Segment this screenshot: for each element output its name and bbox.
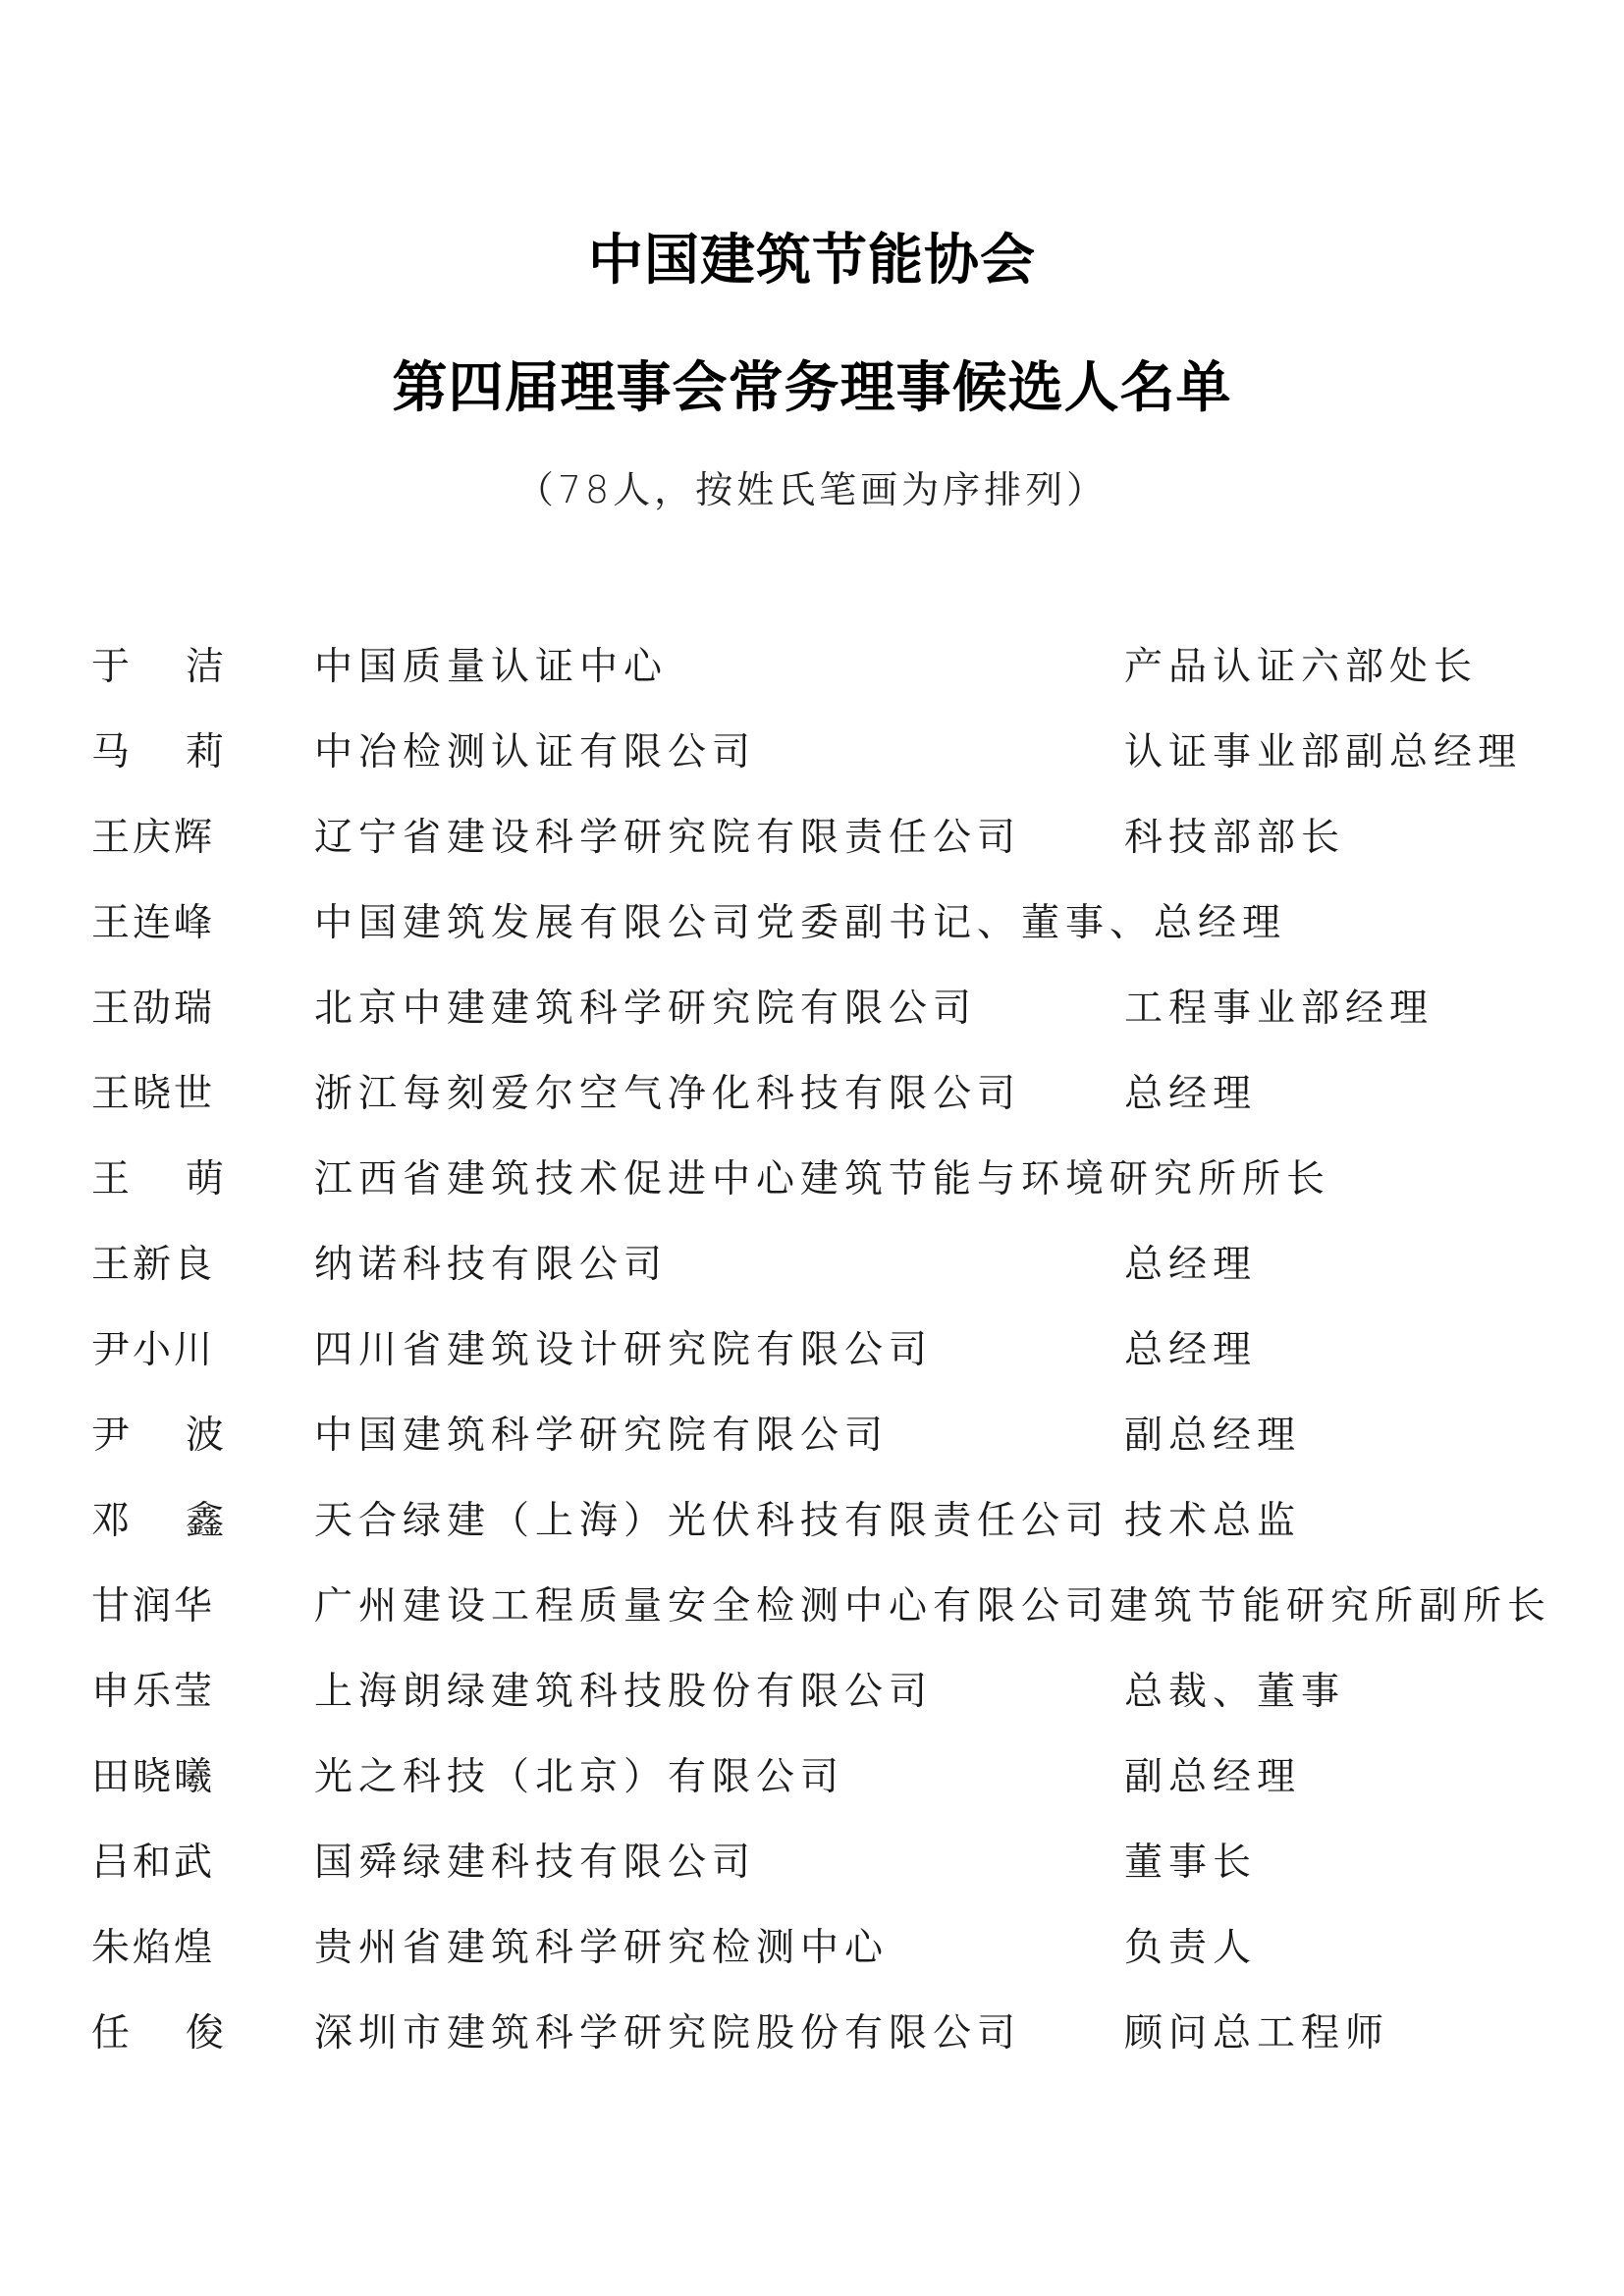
candidate-row [0, 809, 1624, 894]
candidate-organization: 辽宁省建设科学研究院有限责任公司 [314, 816, 1022, 860]
candidate-row [0, 1065, 1624, 1150]
candidate-position: 顾问总工程师 [1124, 2011, 1390, 2056]
candidate-organization: 四川省建筑设计研究院有限公司 [314, 1328, 934, 1372]
candidate-name: 王新良 [91, 1243, 216, 1287]
candidate-name: 任 俊 [91, 2011, 224, 2056]
candidate-row [0, 1236, 1624, 1321]
candidate-organization: 光之科技（北京）有限公司 [314, 1755, 845, 1799]
candidate-name: 甘润华 [91, 1584, 216, 1629]
candidate-organization: 浙江每刻爱尔空气净化科技有限公司 [314, 1072, 1022, 1116]
candidate-name: 尹 波 [91, 1414, 224, 1458]
candidate-row [0, 1834, 1624, 1919]
candidate-row [0, 894, 1624, 980]
candidate-name: 王庆辉 [91, 816, 216, 860]
candidate-organization: 深圳市建筑科学研究院股份有限公司 [314, 2011, 1022, 2056]
document-title-organization: 中国建筑节能协会 [588, 228, 1036, 293]
candidate-organization: 中国质量认证中心 [314, 645, 669, 689]
candidate-position: 科技部部长 [1124, 816, 1346, 860]
candidate-row [0, 1492, 1624, 1577]
candidate-position: 工程事业部经理 [1124, 987, 1435, 1031]
candidate-position: 副总经理 [1124, 1414, 1302, 1458]
candidate-position: 负责人 [1124, 1926, 1258, 1970]
candidate-name: 吕和武 [91, 1841, 216, 1885]
candidate-organization: 纳诺科技有限公司 [314, 1243, 669, 1287]
candidate-organization: 贵州省建筑科学研究检测中心 [314, 1926, 890, 1970]
candidate-position: 认证事业部副总经理 [1124, 730, 1523, 774]
candidate-name: 王 萌 [91, 1157, 224, 1201]
candidate-organization: 上海朗绿建筑科技股份有限公司 [314, 1670, 934, 1714]
candidate-row [0, 1919, 1624, 2004]
candidate-position: 总经理 [1124, 1243, 1258, 1287]
candidate-row [0, 723, 1624, 809]
candidate-row [0, 1748, 1624, 1834]
candidate-position: 董事长 [1124, 1841, 1258, 1885]
candidate-row [0, 1321, 1624, 1407]
candidate-organization: 中冶检测认证有限公司 [314, 730, 757, 774]
candidate-position: 总裁、董事 [1124, 1670, 1346, 1714]
candidate-organization: 中国建筑科学研究院有限公司 [314, 1414, 890, 1458]
candidate-name: 尹小川 [91, 1328, 216, 1372]
candidate-row [0, 1663, 1624, 1748]
candidate-row [0, 638, 1624, 723]
candidate-position: 副总经理 [1124, 1755, 1302, 1799]
candidate-position: 总经理 [1124, 1072, 1258, 1116]
candidate-name: 王劭瑞 [91, 987, 216, 1031]
candidate-list [0, 638, 1624, 2090]
candidate-row [0, 980, 1624, 1065]
candidate-name: 申乐莹 [91, 1670, 216, 1714]
document-title-list: 第四届理事会常务理事候选人名单 [392, 355, 1232, 420]
candidate-row [0, 1150, 1624, 1236]
candidate-row [0, 1407, 1624, 1492]
document-subtitle: （78人，按姓氏笔画为序排列） [515, 468, 1109, 511]
candidate-name: 邓 鑫 [91, 1499, 224, 1543]
candidate-organization: 中国建筑发展有限公司党委副书记、董事、总经理 [314, 901, 1287, 945]
candidate-name: 马 莉 [91, 730, 224, 774]
candidate-organization: 天合绿建（上海）光伏科技有限责任公司 [314, 1499, 1110, 1543]
candidate-position: 技术总监 [1124, 1499, 1302, 1543]
candidate-row [0, 2004, 1624, 2090]
candidate-name: 王连峰 [91, 901, 216, 945]
candidate-name: 朱焰煌 [91, 1926, 216, 1970]
candidate-name: 田晓曦 [91, 1755, 216, 1799]
candidate-organization: 国舜绿建科技有限公司 [314, 1841, 757, 1885]
candidate-position: 产品认证六部处长 [1124, 645, 1479, 689]
candidate-position: 总经理 [1124, 1328, 1258, 1372]
candidate-organization: 广州建设工程质量安全检测中心有限公司建筑节能研究所副所长 [314, 1584, 1552, 1629]
candidate-organization: 江西省建筑技术促进中心建筑节能与环境研究所所长 [314, 1157, 1331, 1201]
candidate-name: 于 洁 [91, 645, 224, 689]
candidate-organization: 北京中建建筑科学研究院有限公司 [314, 987, 978, 1031]
candidate-row [0, 1577, 1624, 1663]
candidate-name: 王晓世 [91, 1072, 216, 1116]
